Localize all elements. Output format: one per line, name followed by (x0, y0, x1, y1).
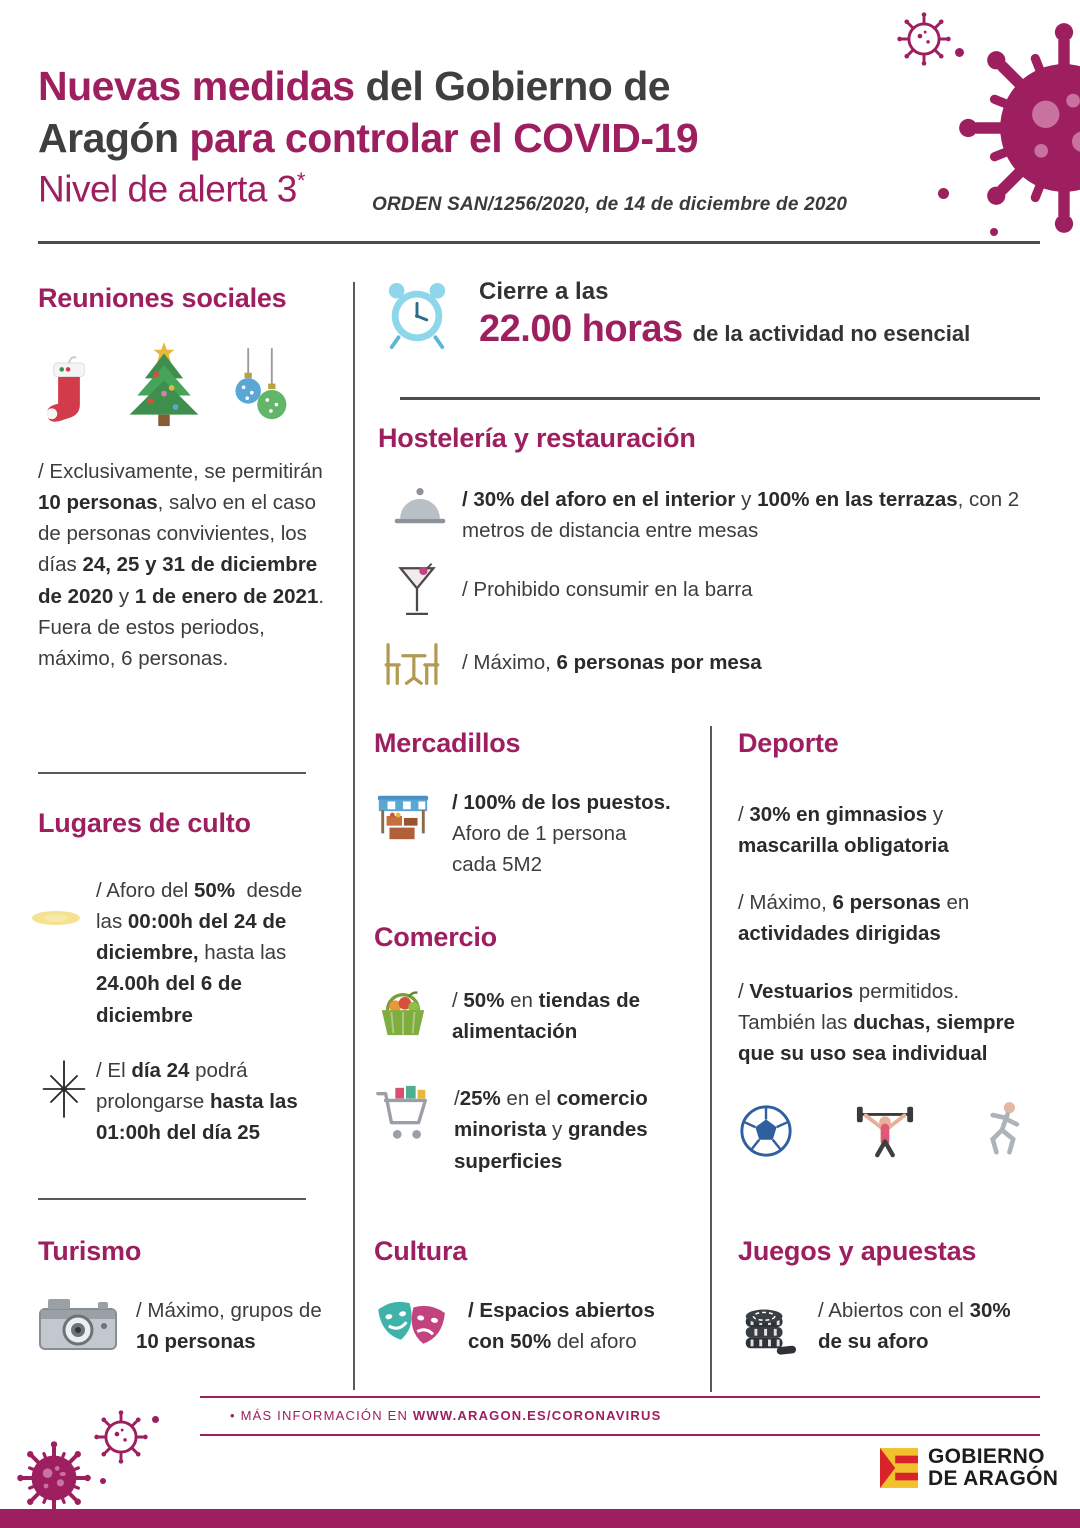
juegos-text: / Abiertos con el 30% de su aforo (818, 1299, 1011, 1354)
footer-info-bar (200, 1396, 1040, 1436)
hosteleria-text-3: / Máximo, 6 personas por mesa (462, 651, 762, 675)
virus-outline-icon (895, 10, 953, 68)
title-highlight-2: para controlar el COVID-19 (189, 115, 699, 162)
section-heading: Deporte (738, 728, 839, 758)
closing-line1: Cierre a las (479, 278, 609, 305)
alert-asterisk: * (296, 168, 305, 193)
hosteleria-text-1: / 30% del aforo en el interior y 100% en las terrazas, con 2 metros de distancia entre mesas (462, 488, 1020, 543)
decor-dot (152, 1416, 159, 1423)
vertical-divider-left (353, 282, 355, 1390)
camera-icon (38, 1295, 118, 1358)
christmas-stocking-icon (40, 352, 98, 432)
footer-info-text: • MÁS INFORMACIÓN EN WWW.ARAGON.ES/CORONAVIRUS (230, 1408, 662, 1423)
virus-solid-icon (14, 1438, 94, 1518)
sports-icons-row (738, 1099, 1028, 1159)
cocktail-icon (378, 562, 440, 627)
cloche-icon (378, 484, 440, 535)
title-plain-1: del Gobierno de (354, 63, 671, 110)
aragon-flag-icon (880, 1447, 918, 1489)
closing-time: 22.00 horas (479, 308, 683, 350)
decor-dot (955, 48, 964, 57)
decor-dot (938, 188, 949, 199)
section-heading: Juegos y apuestas (738, 1236, 977, 1266)
section-heading: Lugares de culto (38, 808, 251, 838)
logo-line2: DE ARAGÓN (928, 1467, 1059, 1490)
logo-text (928, 1446, 1058, 1490)
bottom-accent-bar (0, 1509, 1080, 1528)
soccer-ball-icon (738, 1103, 794, 1159)
alert-level: Nivel de alerta 3* (38, 168, 305, 210)
gobierno-aragon-logo (880, 1446, 1058, 1490)
turismo-text: / Máximo, grupos de 10 personas (136, 1299, 322, 1354)
footer-url: WWW.ARAGON.ES/CORONAVIRUS (412, 1408, 662, 1423)
section-heading: Reuniones sociales (38, 283, 287, 313)
theater-masks-icon (374, 1295, 450, 1362)
title-highlight-1: Nuevas medidas (38, 63, 355, 110)
section-turismo (38, 1236, 340, 1358)
section-heading: Comercio (374, 922, 497, 952)
header-divider (38, 241, 1040, 244)
title-plain-2: Aragón (38, 115, 190, 162)
culto-text-1: / Aforo del 50% desde las 00:00h del 24 de diciembre, hasta las 24.00h del 6 de diciembre (96, 879, 303, 1027)
cultura-text: / Espacios abiertos con 50% del aforo (468, 1299, 655, 1354)
section-heading: Hostelería y restauración (378, 423, 696, 453)
section-reuniones-sociales (38, 283, 334, 674)
closing-time-banner (383, 278, 1043, 357)
section-lugares-de-culto (38, 808, 338, 1148)
virus-outline-icon (92, 1408, 150, 1466)
deporte-text-3: / Vestuarios permitidos. También las duchas, siempre que su uso sea individual (738, 979, 1015, 1065)
deporte-text-1: / 30% en gimnasios y mascarilla obligatoria (738, 803, 949, 858)
vertical-divider-right (710, 726, 712, 1392)
section-heading: Turismo (38, 1236, 142, 1266)
alarm-clock-icon (383, 278, 451, 357)
market-stall-icon (374, 787, 432, 850)
closing-time-text (479, 278, 970, 351)
comercio-text-1: / 50% en tiendas de alimentación (452, 989, 641, 1044)
section-cultura (374, 1236, 696, 1362)
mercadillos-text: / 100% de los puestos. Aforo de 1 persona cada 5M2 (452, 791, 671, 877)
order-reference: ORDEN SAN/1256/2020, de 14 de diciembre de 2020 (372, 194, 848, 215)
section-deporte (738, 728, 1040, 1159)
candle-glow-icon (38, 875, 96, 934)
section-heading: Mercadillos (374, 728, 521, 758)
culto-text-2: / El día 24 podrá prolongarse hasta las 01:00h del día 25 (96, 1058, 298, 1145)
christmas-tree-icon (122, 340, 206, 432)
section-heading: Cultura (374, 1236, 468, 1266)
hosteleria-text-2: / Prohibido consumir en la barra (462, 578, 753, 602)
section-mercadillos (374, 728, 690, 880)
grocery-basket-icon (374, 985, 432, 1044)
page-title (38, 61, 858, 164)
left-divider-2 (38, 1198, 306, 1200)
left-divider-1 (38, 772, 306, 774)
closing-divider (400, 397, 1040, 400)
closing-suffix: de la actividad no esencial (692, 321, 971, 346)
virus-solid-icon (950, 14, 1080, 242)
comercio-text-2: /25% en el comercio minorista y grandes superficies (454, 1087, 648, 1173)
christmas-baubles-icon (230, 348, 290, 432)
section-comercio (374, 922, 696, 1177)
logo-line1: GOBIERNO (928, 1445, 1045, 1468)
decor-dot (990, 228, 998, 236)
section-juegos-apuestas (738, 1236, 1040, 1362)
shopping-cart-icon (374, 1083, 436, 1150)
weightlifting-icon (854, 1099, 916, 1159)
running-icon (976, 1099, 1028, 1159)
decor-dot (100, 1478, 106, 1484)
footer-bullet: • (230, 1408, 236, 1423)
section-hosteleria (378, 423, 1040, 692)
christmas-icons-row (40, 340, 334, 432)
star-sparkle-icon (38, 1055, 96, 1124)
table-chairs-icon (378, 641, 440, 692)
reuniones-text: / Exclusivamente, se permitirán 10 personas, salvo en el caso de personas convivientes, los días 24, 25 y 31 de diciembre de 2020 y 1 de enero de 2021. Fuera de estos periodos, máximo, 6 personas. (38, 460, 325, 670)
deporte-text-2: / Máximo, 6 personas en actividades dirigidas (738, 891, 970, 946)
poker-chips-icon (738, 1295, 798, 1362)
